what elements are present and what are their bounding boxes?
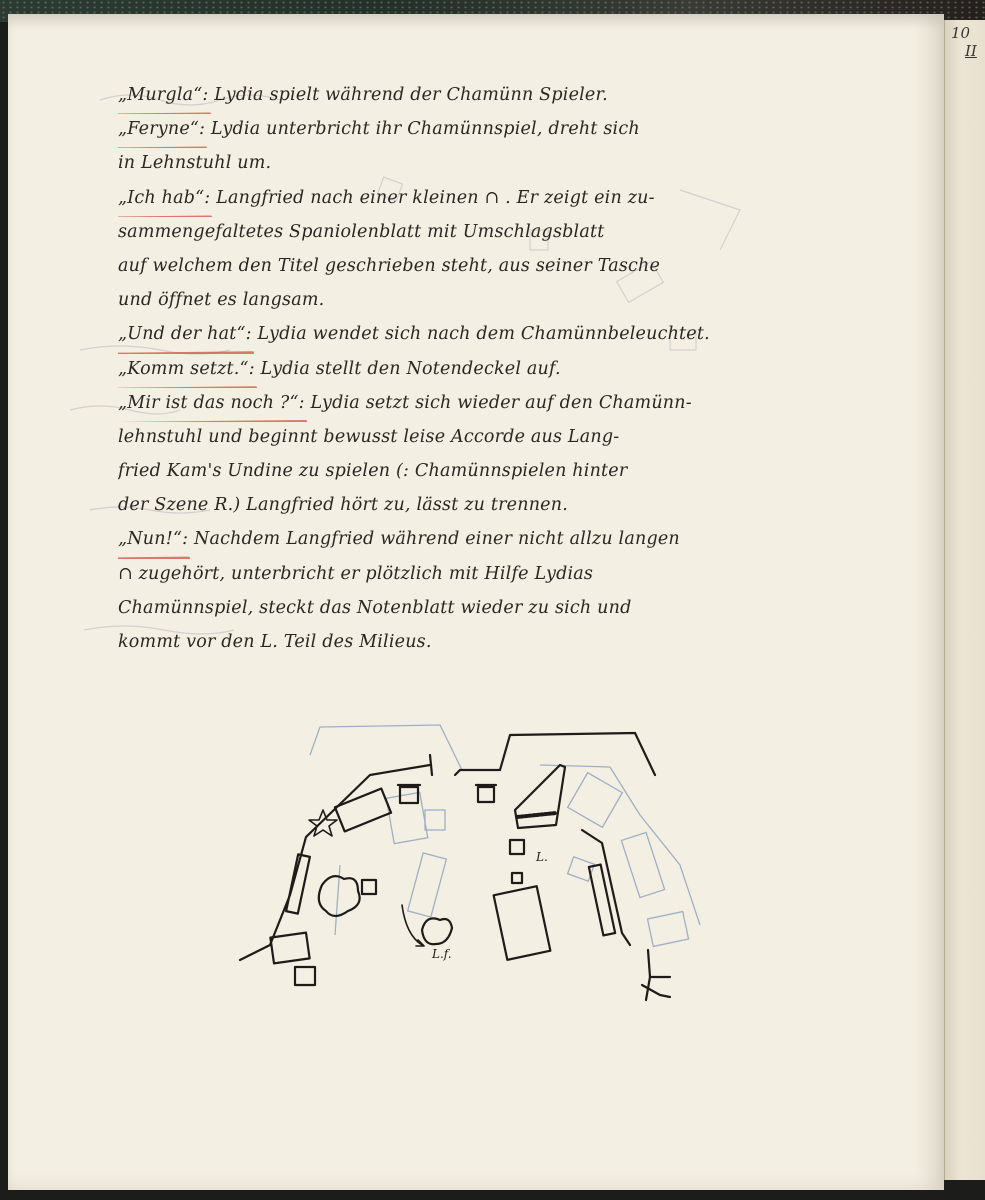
movement-arrow — [402, 905, 422, 945]
sofa — [335, 789, 391, 832]
piano — [515, 765, 565, 828]
side-table — [589, 865, 615, 936]
text-line-8 — [118, 319, 903, 353]
direction-text: fried Kam's Undine zu spielen (: Chamünnspielen hinter — [118, 461, 628, 482]
text-line-15 — [118, 559, 903, 593]
ink-plan — [240, 733, 670, 1000]
folio-number — [951, 24, 985, 60]
direction-text: der Szene R.) Langfried hört zu, lässt zu trennen. — [118, 495, 568, 516]
text-line-2 — [118, 114, 903, 148]
small-stool — [512, 873, 522, 883]
armchair — [422, 918, 452, 944]
text-line-16 — [118, 593, 903, 627]
stage-floor-plan — [210, 715, 770, 1015]
star-marker — [309, 810, 337, 836]
direction-text: Lydia stellt den Notendeckel auf. — [254, 358, 561, 379]
text-line-13 — [118, 490, 903, 524]
text-line-14 — [118, 524, 903, 558]
cabinet — [494, 886, 551, 960]
cue-word: „Ich hab“: — [118, 183, 210, 213]
text-line-5 — [118, 217, 903, 251]
direction-text: auf welchem den Titel geschrieben steht, aus seiner Tasche — [118, 255, 661, 276]
text-line-17 — [118, 627, 903, 661]
handwritten-stage-directions — [118, 80, 903, 661]
stool — [362, 880, 376, 894]
text-line-6 — [118, 251, 903, 285]
direction-text: und öffnet es langsam. — [118, 290, 325, 311]
cue-word: „Komm setzt.“: — [118, 354, 255, 384]
direction-text: Lydia spielt während der Chamünn Spieler. — [208, 85, 608, 105]
direction-text: sammengefaltetes Spaniolenblatt mit Umschlagsblatt — [118, 221, 605, 242]
label-piano-position: L. — [536, 850, 548, 864]
cue-word: „Mir ist das noch ?“: — [118, 388, 305, 418]
folio-roman: II — [965, 42, 977, 60]
cue-word: „Und der hat“: — [118, 319, 252, 349]
box — [270, 933, 309, 964]
direction-text: Lydia wendet sich nach dem Chamünnbeleuchtet. — [251, 324, 710, 345]
direction-text: Lydia setzt sich wieder auf den Chamünn- — [304, 392, 692, 413]
text-line-11 — [118, 422, 903, 456]
text-line-12 — [118, 456, 903, 490]
right-wall — [500, 733, 655, 775]
direction-text: lehnstuhl und beginnt bewusst leise Accorde aus Lang- — [118, 426, 620, 447]
direction-text: ∩ zugehört, unterbricht er plötzlich mit Hilfe Lydias — [118, 563, 594, 584]
direction-text: in Lehnstuhl um. — [118, 153, 272, 174]
text-line-7 — [118, 285, 903, 319]
text-line-1 — [118, 80, 903, 114]
text-line-3 — [118, 148, 903, 182]
direction-text: Nachdem Langfried während einer nicht allzu langen — [188, 529, 680, 550]
cue-word: „Feryne“: — [118, 114, 205, 144]
cue-word: „Nun!“: — [118, 524, 188, 554]
facing-page-edge — [944, 20, 985, 1180]
direction-text: Langfried nach einer kleinen ∩ . Er zeigt ein zu- — [210, 187, 655, 208]
text-line-4 — [118, 183, 903, 217]
box — [295, 967, 315, 985]
text-line-10 — [118, 388, 903, 422]
direction-text: Lydia unterbricht ihr Chamünnspiel, dreht sich — [205, 119, 640, 140]
direction-text: Chamünnspiel, steckt das Notenblatt wieder zu sich und — [118, 597, 632, 618]
folio-arabic: 10 — [951, 24, 971, 42]
direction-text: kommt vor den L. Teil des Milieus. — [118, 632, 432, 652]
chair — [478, 787, 494, 802]
pencil-sketch — [310, 725, 700, 946]
text-line-9 — [118, 354, 903, 388]
piano-stool — [510, 840, 524, 854]
label-langfried-position: L.f. — [432, 947, 452, 961]
cue-word: „Murgla“: — [118, 80, 209, 110]
